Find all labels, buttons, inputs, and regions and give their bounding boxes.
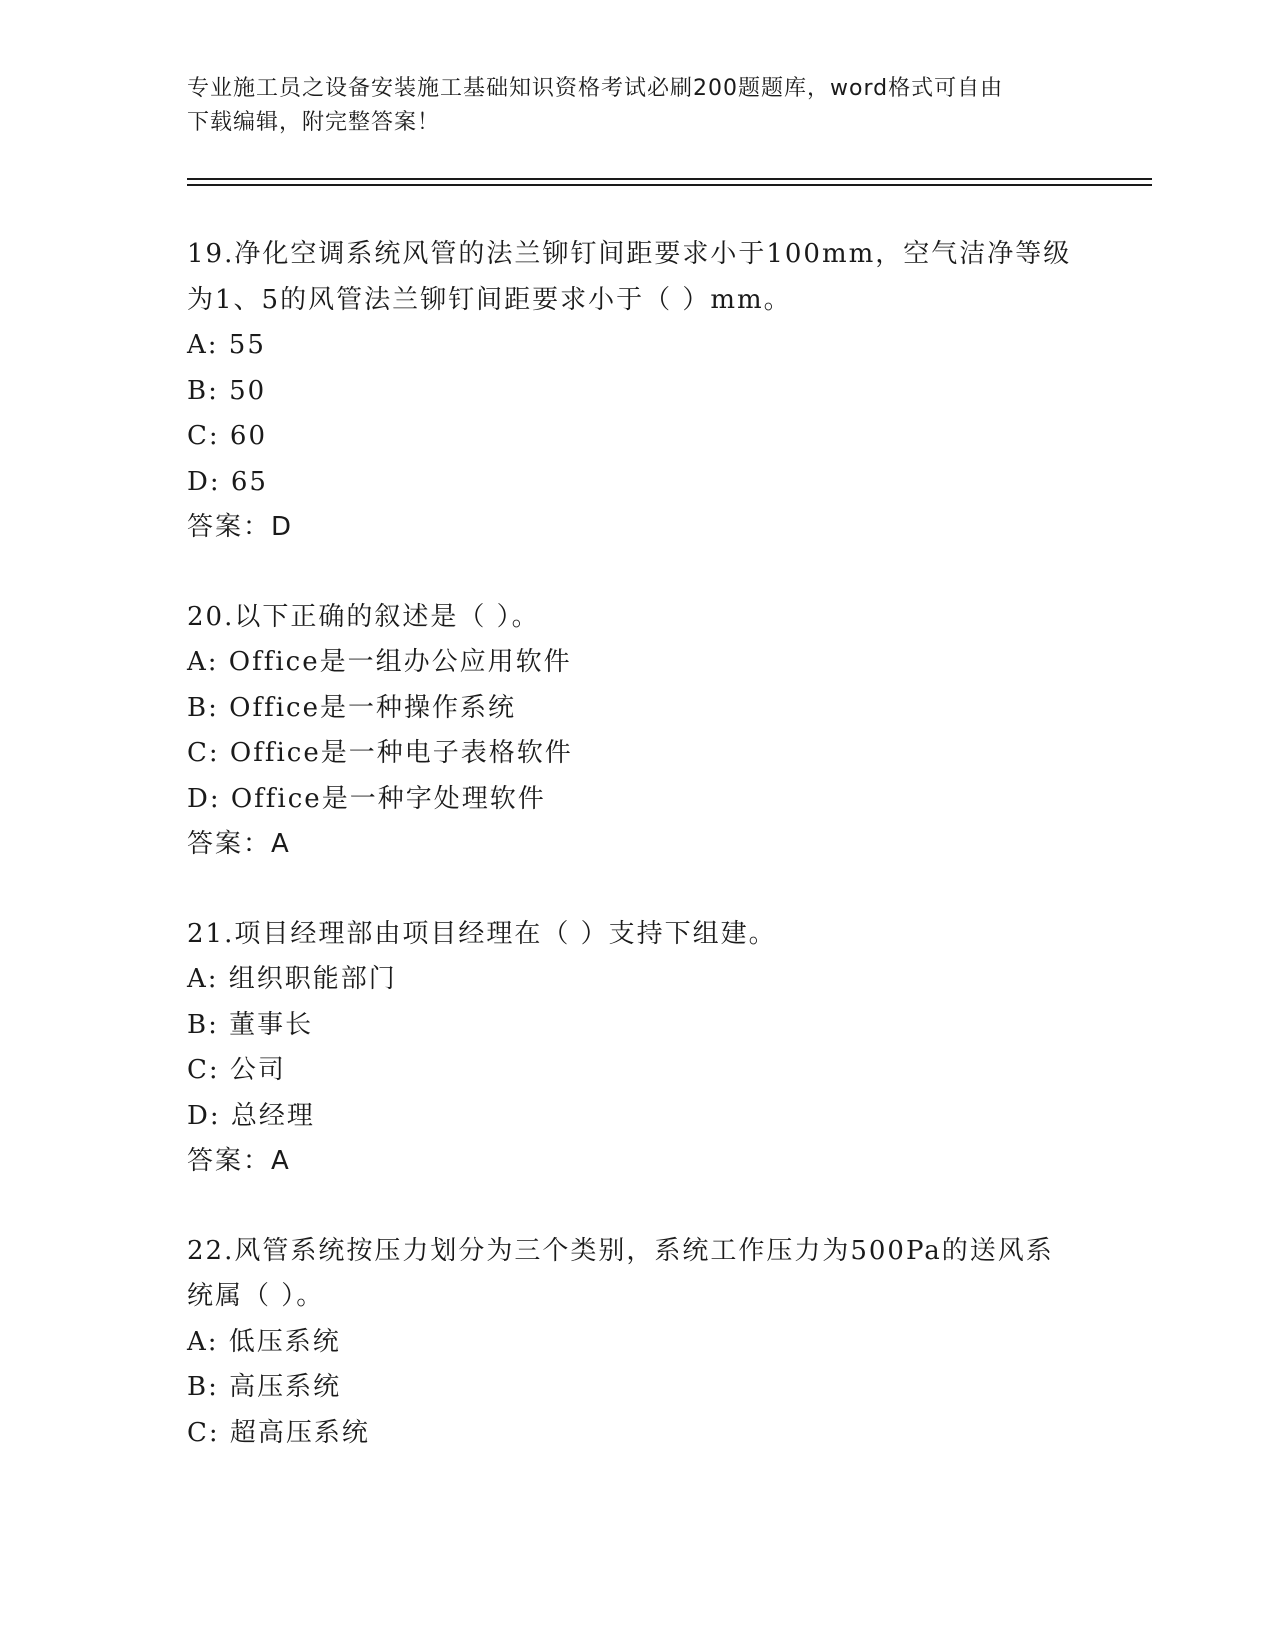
option-a: A: 55 <box>187 330 266 360</box>
question-19 <box>187 232 1087 551</box>
question-20 <box>187 595 1087 868</box>
option-a: A: Office是一组办公应用软件 <box>187 647 572 677</box>
question-stem-line: 21.项目经理部由项目经理在（ ）支持下组建。 <box>187 918 777 949</box>
document-header <box>187 72 1087 140</box>
question-stem-line: 统属（ ）。 <box>187 1281 325 1311</box>
question-stem-line: 为1、5的风管法兰铆钉间距要求小于（ ）mm。 <box>187 284 792 315</box>
option-b: B: Office是一种操作系统 <box>187 692 516 723</box>
question-stem-line: 22.风管系统按压力划分为三个类别，系统工作压力为500Pa的送风系 <box>187 1235 1054 1266</box>
question-22 <box>187 1229 1087 1457</box>
header-line-2: 下载编辑，附完整答案！ <box>187 110 441 135</box>
option-c: C: 超高压系统 <box>187 1417 370 1448</box>
question-stem-line: 20.以下正确的叙述是（ ）。 <box>187 601 540 632</box>
header-line-1: 专业施工员之设备安装施工基础知识资格考试必刷200题题库，word格式可自由 <box>187 76 1004 101</box>
answer-line: 答案：A <box>187 829 291 859</box>
option-b: B: 董事长 <box>187 1009 314 1040</box>
option-d: D: 65 <box>187 466 268 497</box>
option-c: C: 60 <box>187 421 268 451</box>
option-b: B: 50 <box>187 375 267 406</box>
option-d: D: 总经理 <box>187 1100 315 1131</box>
question-list <box>187 232 1087 1500</box>
option-d: D: Office是一种字处理软件 <box>187 783 546 814</box>
option-b: B: 高压系统 <box>187 1372 342 1402</box>
question-stem-line: 19.净化空调系统风管的法兰铆钉间距要求小于100mm，空气洁净等级 <box>187 239 1072 269</box>
option-c: C: 公司 <box>187 1055 286 1085</box>
answer-line: 答案：D <box>187 512 294 542</box>
question-21 <box>187 912 1087 1185</box>
option-a: A: 低压系统 <box>187 1326 341 1357</box>
option-a: A: 组织职能部门 <box>187 964 397 994</box>
answer-line: 答案：A <box>187 1146 291 1176</box>
header-rule-bottom <box>187 184 1152 186</box>
header-rule-top <box>187 178 1152 180</box>
option-c: C: Office是一种电子表格软件 <box>187 738 573 768</box>
